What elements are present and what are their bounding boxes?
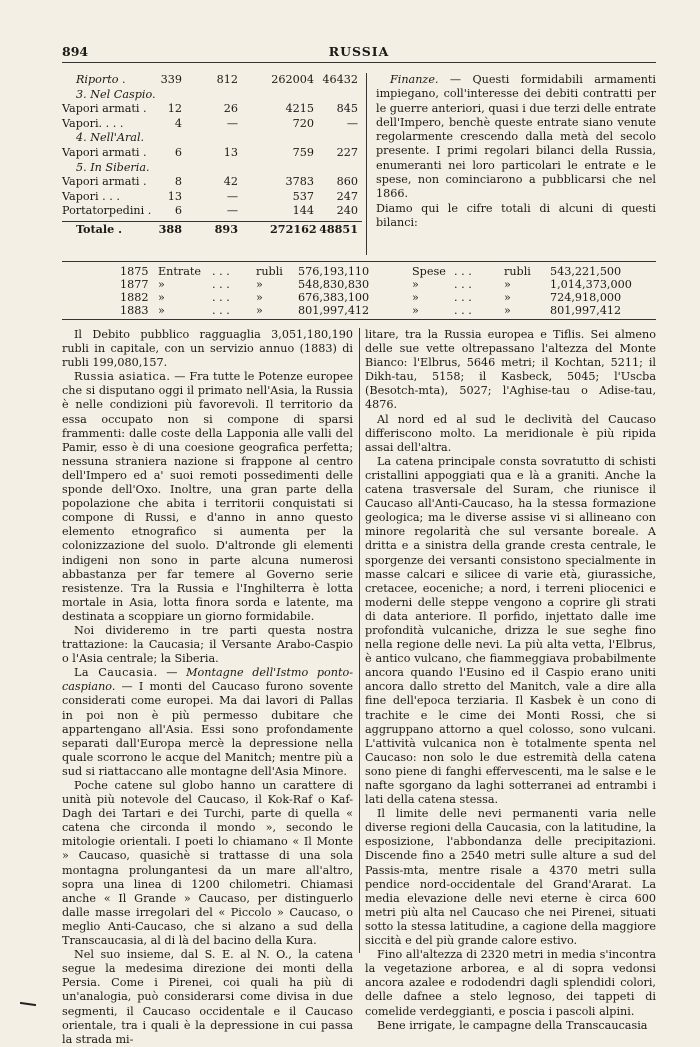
page-number: 894: [62, 44, 89, 59]
budget-cell-dots: . . .: [212, 278, 230, 291]
table-row: [62, 146, 362, 161]
budget-cell-unit: »: [256, 291, 263, 304]
snow-paragraph: Il limite delle nevi permanenti varia nelle diverse regioni della Caucasia, con la latitudine, la esposizione, l'abbondanza delle precipitazioni. Discende fino a 2540 metri sulle alture a sud del Passis-mta, mentre risale a 4370 metri sulla pendice nord-occidentale del Grand'Ararat. La media elevazione delle nevi eterne è circa 600 metri più alta nel Caucaso che nei Pirenei, situati sotto la stessa latitudine, a cagione della maggiore siccità e del più grande calore estivo.: [365, 807, 656, 948]
table-cell-d: —: [346, 116, 358, 130]
budget-cell-entrate_label: »: [158, 278, 165, 291]
table-cell-label: Vapori . . .: [62, 189, 120, 203]
budget-cell-entrate: 801,997,412: [298, 304, 370, 317]
budget-cell-entrate_label: »: [158, 291, 165, 304]
table-cell-a: 6: [174, 145, 182, 159]
table-cell-d: 227: [336, 145, 358, 159]
table-row: [62, 190, 362, 205]
table-row: [62, 161, 362, 176]
budget-cell-spese_label: Spese: [412, 265, 446, 278]
budget-cell-sdots: . . .: [454, 278, 472, 291]
budget-cell-year: 1875: [120, 265, 149, 278]
table-cell-a: 388: [158, 221, 182, 236]
table-cell-d: 48851: [319, 221, 358, 236]
table-cell-label: 3. Nel Caspio.: [76, 87, 156, 101]
table-cell-c: 720: [292, 116, 314, 130]
slopes-paragraph: Al nord ed al sud le declività del Caucaso differiscono molto. La meridionale è più ripida assai dell'altra.: [365, 412, 656, 454]
budget-cell-entrate: 676,383,100: [298, 291, 370, 304]
peaks-paragraph: litare, tra la Russia europea e Tiflis. Sei almeno delle sue vette oltrepassano l'altezza del Monte Bianco: l'Elbrus, 5646 metri; il Kochtan, 5211; il Dikh-tau, 5158; il Kasbeck, 5045; l'Uscba (Besotch-mta), 5027; l'Aghise-tau o Adise-tau, 4876.: [365, 328, 656, 412]
table-row: [62, 131, 362, 146]
budget-cell-sdots: . . .: [454, 291, 472, 304]
table-row: [62, 204, 362, 219]
transcaucasia-paragraph: Bene irrigate, le campagne della Transcaucasia: [377, 1018, 648, 1032]
budget-cell-dots: . . .: [212, 265, 230, 278]
finanze-heading: Finanze.: [390, 73, 439, 86]
page: [62, 42, 656, 1046]
fleet-table: [62, 73, 362, 238]
table-cell-label: Vapori armati .: [62, 175, 147, 189]
budget-cell-dots: . . .: [212, 291, 230, 304]
caucasia-subheading: — Montagne dell'Istmo ponto-caspiano.: [62, 666, 353, 694]
finanze-text: — Questi formidabili armamenti impiegano, coll'interesse dei debiti contratti per le guerre anteriori, quasi i due terzi delle entrate dell'Impero, benchè queste entrate siano venute regolarmente crescendo dalla metà del secolo presente. I primi regolari bilanci della Russia, enumeranti nei loro particolari le entrate e le spese, non cominciarono a pubblicarsi che nel 1866.: [376, 73, 656, 201]
table-cell-a: 8: [174, 175, 182, 189]
vegetation-paragraph: Fino all'altezza di 2320 metri in media s'incontra la vegetazione arborea, e al di sopra vedonsi ancora azalee e rododendri dagli splendidi colori, delle dafnee a stelo legnoso, dei tappeti di comelide verdeggianti, e poscia i pascoli alpini.: [365, 948, 656, 1018]
budget-cell-spese: 801,997,412: [550, 304, 622, 317]
table-cell-c: 759: [292, 145, 314, 159]
table-cell-a: 13: [167, 189, 182, 203]
table-cell-d: 845: [336, 102, 358, 116]
budget-table: [62, 261, 656, 320]
table-row: [62, 73, 362, 88]
table-cell-d: 247: [336, 189, 358, 203]
left-column: [62, 328, 353, 1047]
table-cell-c: 272162: [270, 221, 317, 236]
budget-cell-year: 1882: [120, 291, 149, 304]
table-row: [62, 102, 362, 117]
budget-cell-spese_label: »: [412, 291, 419, 304]
top-section: [62, 73, 656, 259]
column-rule: [366, 73, 367, 255]
geology-paragraph: La catena principale consta sovratutto di schisti cristallini appoggiati qua e là a graniti. Anche la catena trasversale del Suram, che riunisce il Caucaso all'Anti-Caucaso, ha la stessa formazione geologica; ma le diverse assise vi si allineano con minore regolarità che sul versante boreale. A dritta e a sinistra della grande cresta centrale, le sporgenze dei versanti consistono specialmente in masse calcari e silicee di varie età, giurassiche, cretacee, eoceniche; a nord, i terreni pliocenici e moderni delle steppe vengono a coprire gli strati di data anteriore. Il porfido, injettato dalle ime profondità vulcaniche, drizza le sue seghe fino nella regione delle nevi. La più alta vetta, l'Elbrus, è antico vulcano, che fiammeggiava probabilmente ancora quando l'Eusino ed il Caspio erano uniti ancora dallo stretto del Manitch, vale a dire alla fine dell'epoca terziaria. Il Kasbek è un cono di trachite e le cime dei Monti Rossi, che si aggruppano attorno a quel colosso, sono vulcani. L'attività vulcanica non è totalmente spenta nel Caucaso: non solo le due estremità della catena sono piene di fanghi effervescenti, ma le salse e le nafte sgorgano da laghi sotterranei ad entrambi i lati della catena stessa.: [365, 454, 656, 807]
table-cell-label: 5. In Siberia.: [76, 160, 150, 174]
table-cell-c: 4215: [285, 102, 314, 116]
table-cell-label: Vapori armati .: [62, 102, 147, 116]
budget-cell-unit: »: [256, 278, 263, 291]
table-cell-a: 6: [174, 204, 182, 218]
budget-cell-year: 1877: [120, 278, 149, 291]
budget-row: [62, 265, 656, 278]
budget-row: [62, 304, 656, 317]
table-cell-d: 860: [336, 175, 358, 189]
budget-cell-spese: 1,014,373,000: [550, 278, 632, 291]
caucasia-heading: La Caucasia.: [74, 666, 158, 680]
table-cell-label: Vapori. . . .: [62, 116, 124, 130]
budget-cell-spese: 543,221,500: [550, 265, 622, 278]
budget-row: [62, 278, 656, 291]
table-cell-c: 3783: [285, 175, 314, 189]
table-cell-a: 4: [174, 116, 182, 130]
budget-cell-unit: rubli: [256, 265, 283, 278]
table-cell-b: 812: [216, 73, 238, 86]
budget-cell-entrate: 548,830,830: [298, 278, 370, 291]
table-row: [62, 117, 362, 132]
column-divider: [359, 328, 360, 953]
asia-heading: Russia asiatica.: [74, 370, 171, 384]
table-cell-b: 26: [223, 102, 238, 116]
table-cell-a: 12: [167, 102, 182, 116]
table-cell-b: —: [226, 204, 238, 218]
unity-paragraph: Poche catene sul globo hanno un carattere di unità più notevole del Caucaso, il Kok-Raf o Kaf-Dagh dei Tartari e dei Turchi, parte di quella « catena che circonda il mondo », secondo le mitologie orientali. I poeti lo chiamano « Il Monte » Caucaso, quasichè si trattasse di una sola montagna prolungantesi da un mare all'altro, sopra una linea di 1200 chilometri. Chiamasi anche « Il Grande » Caucaso, per distinguerlo dalle masse irregolari del « Piccolo » Caucaso, o meglio Anti-Caucaso, che si alzano a sud della Transcaucasia, al di là del bacino della Kura.: [62, 779, 353, 948]
table-cell-label: 4. Nell'Aral.: [76, 131, 145, 145]
table-cell-b: 42: [223, 175, 238, 189]
budget-cell-entrate_label: Entrate: [158, 265, 202, 278]
budget-row: [62, 291, 656, 304]
budget-cell-sdots: . . .: [454, 304, 472, 317]
table-cell-b: 13: [223, 145, 238, 159]
margin-mark: [20, 1002, 36, 1006]
caucasia-text: — I monti del Caucaso furono sovente considerati come europei. Ma dai lavori di Pallas in poi non è più permesso dubitare che appartengano all'Asia. Essi sono profondamente separati dall'Europa mercè la depressione nella quale scorrono le acque del Manitch; mentre più a sud si riattaccano alle montagne dell'Asia Minore.: [62, 680, 353, 778]
budget-cell-dots: . . .: [212, 304, 230, 317]
page-header: [62, 42, 656, 63]
caucasia-paragraph: [62, 666, 353, 779]
budget-cell-entrate: 576,193,110: [298, 265, 370, 278]
table-cell-d: 240: [336, 204, 358, 218]
table-cell-b: 893: [214, 221, 238, 236]
budget-cell-spese: 724,918,000: [550, 291, 622, 304]
budget-cell-sunit: »: [504, 291, 511, 304]
table-row: [62, 88, 362, 103]
asia-paragraph: [62, 370, 353, 624]
budget-cell-sunit: »: [504, 304, 511, 317]
direction-paragraph: Nel suo insieme, dal S. E. al N. O., la catena segue la medesima direzione dei monti della Persia. Come i Pirenei, coi quali ha più di un'analogia, può considerarsi come divisa in due segmenti, il Caucaso occidentale e il Caucaso orientale, tra i quali è la depressione in cui passa la strada mi-: [62, 948, 353, 1046]
budget-cell-unit: »: [256, 304, 263, 317]
table-cell-d: 46432: [322, 73, 358, 86]
table-cell-label: Totale .: [76, 221, 123, 236]
table-row: [62, 221, 362, 238]
asia-text: — Fra tutte le Potenze europee che si disputano oggi il primato nell'Asia, la Russia è nelle condizioni più favorevoli. Il territorio da essa occupato non si compone di sparsi frammenti: dalle coste della Lapponia alle valli del Pamir, esso è di una coesione geografica perfetta; nessuna straniera nazione si frappone al centro dell'Impero ed a' suoi remoti possedimenti delle sponde dell'Oxo. Inoltre, una gran parte della popolazione che abita i territorii conquistati si compone di Russi, e d'anno in anno questo elemento etnografico si aumenta per la colonizzazione del suolo. D'altronde gli elementi indigeni non sono in parte alcuna numerosi abbastanza per far temere al Governo serie resistenze. Tra la Russia e l'Inghilterra è lotta mortale in Asia, lotta finora sorda e latente, ma destinata a scoppiare un giorno formidabile.: [62, 370, 353, 623]
budget-cell-sunit: »: [504, 278, 511, 291]
budget-cell-year: 1883: [120, 304, 149, 317]
running-title: RUSSIA: [328, 44, 390, 59]
debt-paragraph: Il Debito pubblico ragguaglia 3,051,180,190 rubli in capitale, con un servizio annuo (1883) di rubli 199,080,157.: [62, 328, 353, 370]
table-cell-b: —: [226, 189, 238, 203]
table-cell-a: 339: [160, 73, 182, 86]
table-cell-b: —: [226, 116, 238, 130]
table-cell-c: 262004: [271, 73, 314, 86]
text-columns: [62, 328, 656, 1046]
table-row: [62, 175, 362, 190]
division-paragraph: Noi divideremo in tre parti questa nostra trattazione: la Caucasia; il Versante Arabo-Caspio o l'Asia centrale; la Siberia.: [62, 623, 353, 666]
finanze-text-2: Diamo qui le cifre totali di alcuni di questi bilanci:: [376, 201, 656, 229]
budget-cell-spese_label: »: [412, 278, 419, 291]
budget-cell-sdots: . . .: [454, 265, 472, 278]
right-column: [365, 328, 656, 1033]
table-cell-c: 537: [292, 189, 314, 203]
budget-cell-sunit: rubli: [504, 265, 531, 278]
budget-cell-spese_label: »: [412, 304, 419, 317]
finanze-paragraph: [376, 73, 656, 230]
table-cell-label: Vapori armati .: [62, 145, 147, 159]
budget-cell-entrate_label: »: [158, 304, 165, 317]
table-cell-label: Portatorpedini .: [62, 204, 152, 218]
table-cell-c: 144: [292, 204, 314, 218]
table-cell-label: Riporto .: [76, 73, 126, 86]
